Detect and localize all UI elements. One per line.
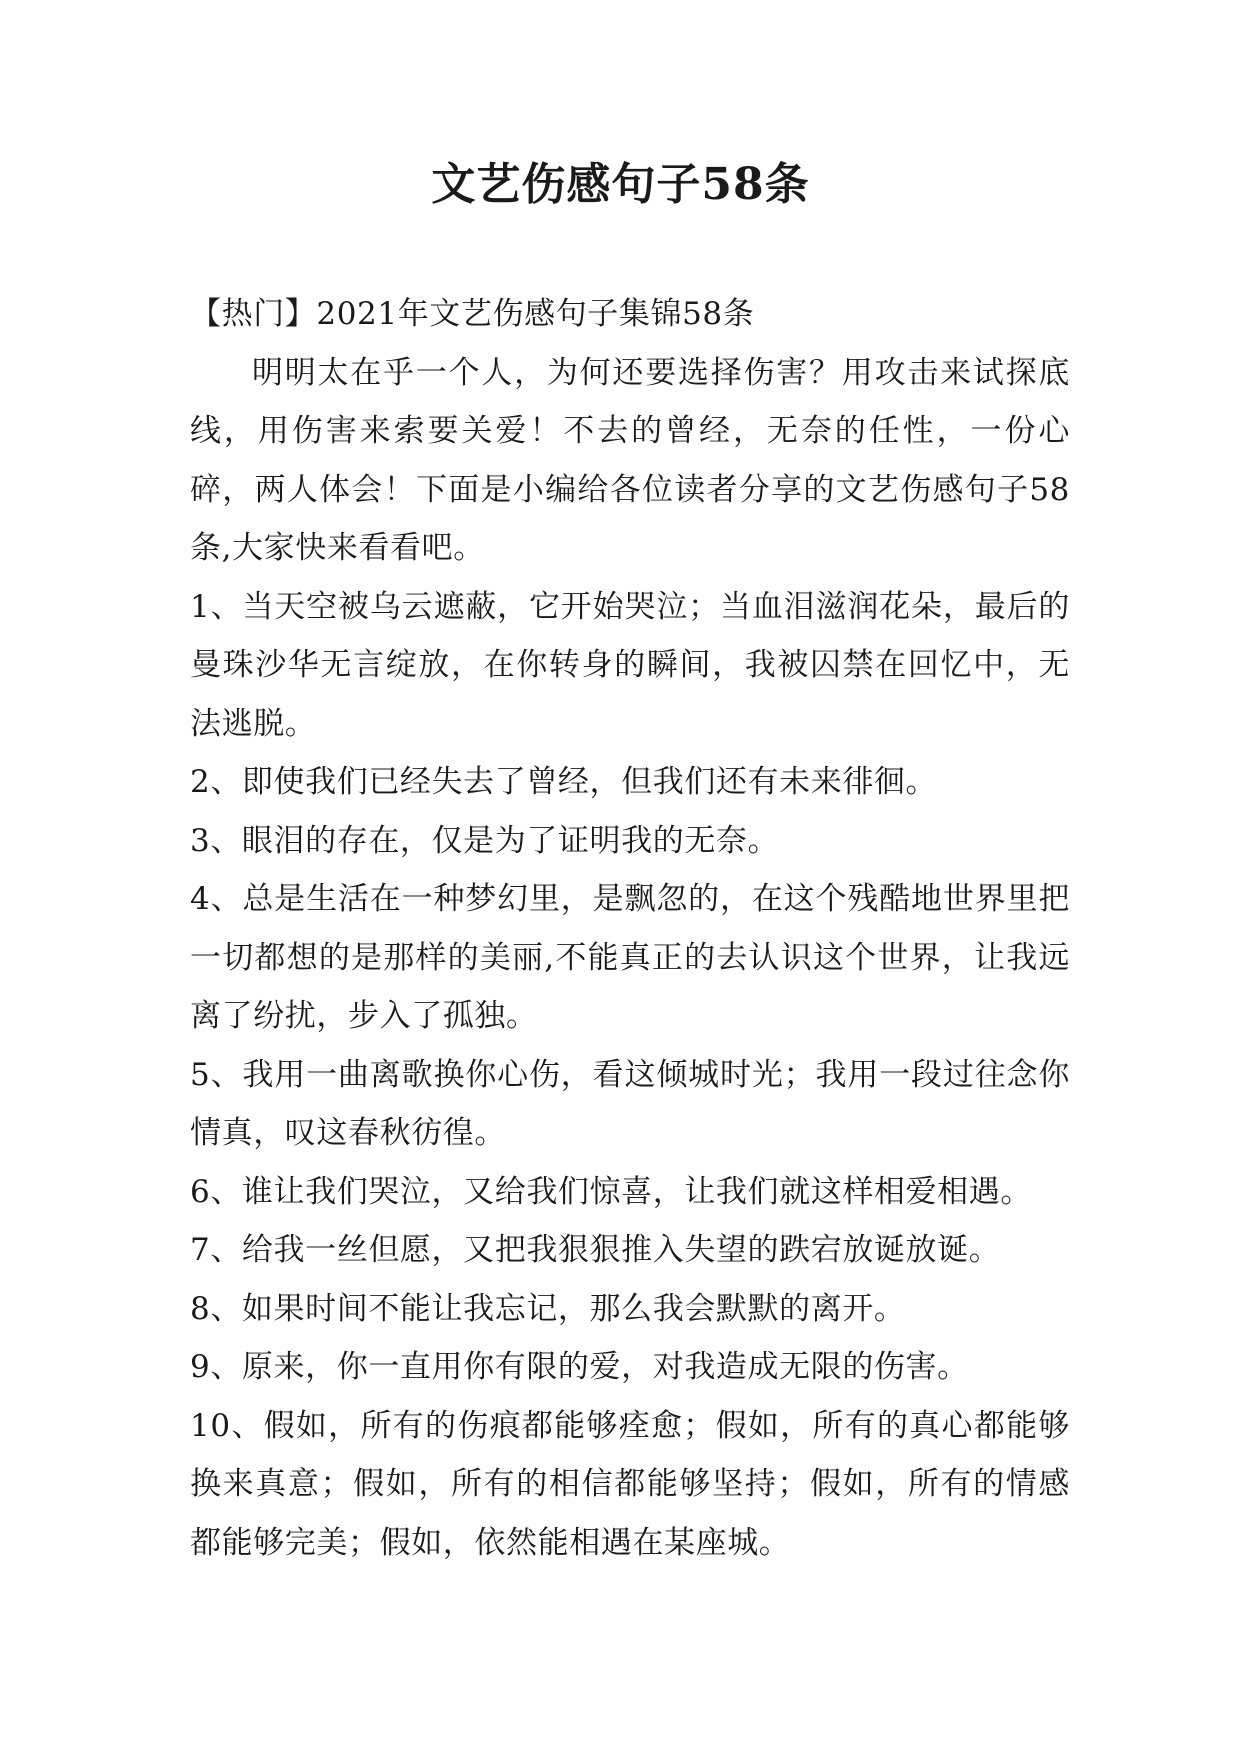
- list-item: 10、假如，所有的伤痕都能够痊愈；假如，所有的真心都能够换来真意；假如，所有的相信都能够坚持；假如，所有的情感都能够完美；假如，依然能相遇在某座城。: [190, 1407, 1070, 1561]
- list-item: 7、给我一丝但愿，又把我狠狠推入失望的跌宕放诞放诞。: [190, 1232, 1001, 1268]
- subtitle-line: 【热门】2021年文艺伤感句子集锦58条: [190, 296, 755, 332]
- list-item: 9、原来，你一直用你有限的爱，对我造成无限的伤害。: [190, 1349, 969, 1385]
- list-item: 1、当天空被乌云遮蔽，它开始哭泣；当血泪滋润花朵，最后的曼珠沙华无言绽放，在你转身的瞬间，我被囚禁在回忆中，无法逃脱。: [190, 588, 1070, 742]
- list-item: 3、眼泪的存在，仅是为了证明我的无奈。: [190, 822, 780, 859]
- list-item: 6、谁让我们哭泣，又给我们惊喜，让我们就这样相爱相遇。: [190, 1173, 1032, 1210]
- intro-paragraph: 明明太在乎一个人，为何还要选择伤害？用攻击来试探底线，用伤害来索要关爱！不去的曾经，无奈的任性，一份心碎，两人体会！下面是小编给各位读者分享的文艺伤感句子58条,大家快来看看吧。: [190, 354, 1070, 566]
- document-title: 文艺伤感句子58条: [431, 159, 810, 210]
- list-item: 4、总是生活在一种梦幻里，是飘忽的，在这个残酷地世界里把一切都想的是那样的美丽,不能真正的去认识这个世界，让我远离了纷扰，步入了孤独。: [190, 881, 1070, 1034]
- list-item: 2、即使我们已经失去了曾经，但我们还有未来徘徊。: [190, 764, 938, 800]
- document-body: [190, 285, 1070, 1572]
- list-item: 5、我用一曲离歌换你心伤，看这倾城时光；我用一段过往念你情真，叹这春秋彷徨。: [190, 1056, 1070, 1151]
- list-item: 8、如果时间不能让我忘记，那么我会默默的离开。: [190, 1290, 906, 1327]
